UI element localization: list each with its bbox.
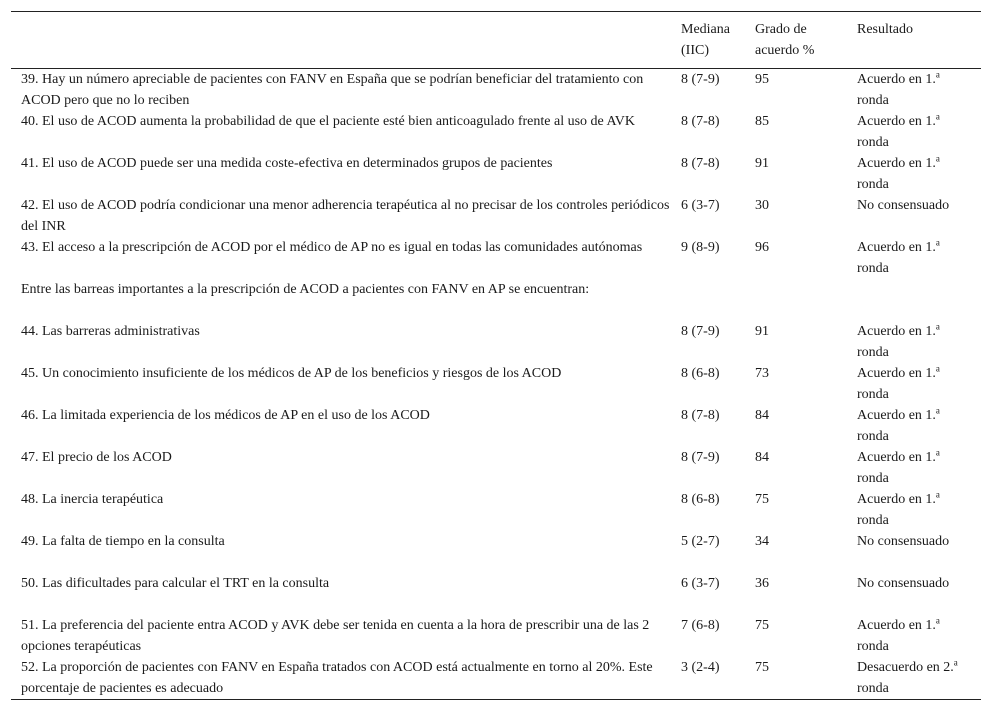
agreement-cell: 73 [755,366,769,381]
median-cell: 8 (7-8) [681,156,720,171]
table-row [11,153,981,195]
table-body [11,69,981,700]
result-cell: Acuerdo en 1.$^a$ ronda [857,489,940,528]
agreement-cell: 75 [755,618,769,633]
result-cell: Acuerdo en 1.$^a$ ronda [857,363,940,402]
median-cell: 6 (3-7) [681,198,720,213]
agreement-cell: 91 [755,156,769,171]
statement-cell: 40. El uso de ACOD aumenta la probabilidad de que el paciente esté bien anticoagulado frente al uso de AVK [21,114,636,129]
result-cell: Acuerdo en 1.$^a$ ronda [857,447,940,486]
empty-cell [681,279,755,321]
median-cell: 6 (3-7) [681,576,720,591]
statement-cell: 52. La proporción de pacientes con FANV en España tratados con ACOD está actualmente en torno al 20%. Este porcentaje de pacientes es adecuado [21,660,653,696]
agreement-cell: 75 [755,660,769,675]
statement-cell: 51. La preferencia del paciente entra ACOD y AVK debe ser tenida en cuenta a la hora de prescribir una de las 2 opciones terapéuticas [21,618,650,654]
empty-cell [755,279,857,321]
result-cell: No consensuado [857,534,950,549]
table-row [11,657,981,700]
median-cell: 8 (7-9) [681,324,720,339]
result-cell: Acuerdo en 1.$^a$ ronda [857,69,940,108]
table-row [11,573,981,615]
table-row [11,405,981,447]
table-row [11,69,981,112]
median-cell: 8 (6-8) [681,492,720,507]
statement-cell: 47. El precio de los ACOD [21,450,172,465]
statement-cell: 48. La inercia terapéutica [21,492,164,507]
consensus-table [11,11,981,700]
statement-cell: 41. El uso de ACOD puede ser una medida coste-efectiva en determinados grupos de pacientes [21,156,553,171]
agreement-cell: 84 [755,450,769,465]
table-row [11,447,981,489]
agreement-cell: 84 [755,408,769,423]
header-statement [11,12,681,69]
consensus-table-container [11,11,981,700]
median-cell: 8 (7-8) [681,114,720,129]
header-agreement: Grado de acuerdo % [755,22,815,58]
agreement-cell: 36 [755,576,769,591]
statement-cell: 49. La falta de tiempo en la consulta [21,534,225,549]
agreement-cell: 34 [755,534,769,549]
result-cell: Acuerdo en 1.$^a$ ronda [857,405,940,444]
header-median: Mediana (IIC) [681,22,730,58]
agreement-cell: 85 [755,114,769,129]
result-cell: Acuerdo en 1.$^a$ ronda [857,111,940,150]
statement-cell: 45. Un conocimiento insuficiente de los médicos de AP de los beneficios y riesgos de los ACOD [21,366,562,381]
result-cell: No consensuado [857,576,950,591]
section-intro: Entre las barreas importantes a la prescripción de ACOD a pacientes con FANV en AP se encuentran: [21,282,590,297]
table-row [11,111,981,153]
table-header-row [11,12,981,69]
table-row [11,531,981,573]
table-row [11,363,981,405]
result-cell: Acuerdo en 1.$^a$ ronda [857,321,940,360]
statement-cell: 50. Las dificultades para calcular el TRT en la consulta [21,576,330,591]
statement-cell: 46. La limitada experiencia de los médicos de AP en el uso de los ACOD [21,408,430,423]
median-cell: 3 (2-4) [681,660,720,675]
median-cell: 8 (7-9) [681,450,720,465]
table-row [11,489,981,531]
result-cell: Acuerdo en 1.$^a$ ronda [857,615,940,654]
table-row [11,195,981,237]
median-cell: 8 (7-8) [681,408,720,423]
median-cell: 8 (7-9) [681,72,720,87]
table-row [11,321,981,363]
statement-cell: 39. Hay un número apreciable de pacientes con FANV en España que se podrían beneficiar del tratamiento con ACOD pero que no lo reciben [21,72,644,108]
median-cell: 9 (8-9) [681,240,720,255]
result-cell: Acuerdo en 1.$^a$ ronda [857,237,940,276]
result-cell: No consensuado [857,198,950,213]
header-result: Resultado [857,22,913,37]
statement-cell: 42. El uso de ACOD podría condicionar una menor adherencia terapéutica al no precisar de los controles periódicos del INR [21,198,670,234]
statement-cell: 43. El acceso a la prescripción de ACOD por el médico de AP no es igual en todas las comunidades autónomas [21,240,643,255]
agreement-cell: 75 [755,492,769,507]
median-cell: 8 (6-8) [681,366,720,381]
agreement-cell: 96 [755,240,769,255]
empty-cell [857,279,981,321]
section-intro-row [11,279,981,321]
table-row [11,615,981,657]
median-cell: 7 (6-8) [681,618,720,633]
agreement-cell: 95 [755,72,769,87]
median-cell: 5 (2-7) [681,534,720,549]
agreement-cell: 91 [755,324,769,339]
table-row [11,237,981,279]
statement-cell: 44. Las barreras administrativas [21,324,200,339]
result-cell: Desacuerdo en 2.$^a$ ronda [857,657,958,696]
agreement-cell: 30 [755,198,769,213]
result-cell: Acuerdo en 1.$^a$ ronda [857,153,940,192]
